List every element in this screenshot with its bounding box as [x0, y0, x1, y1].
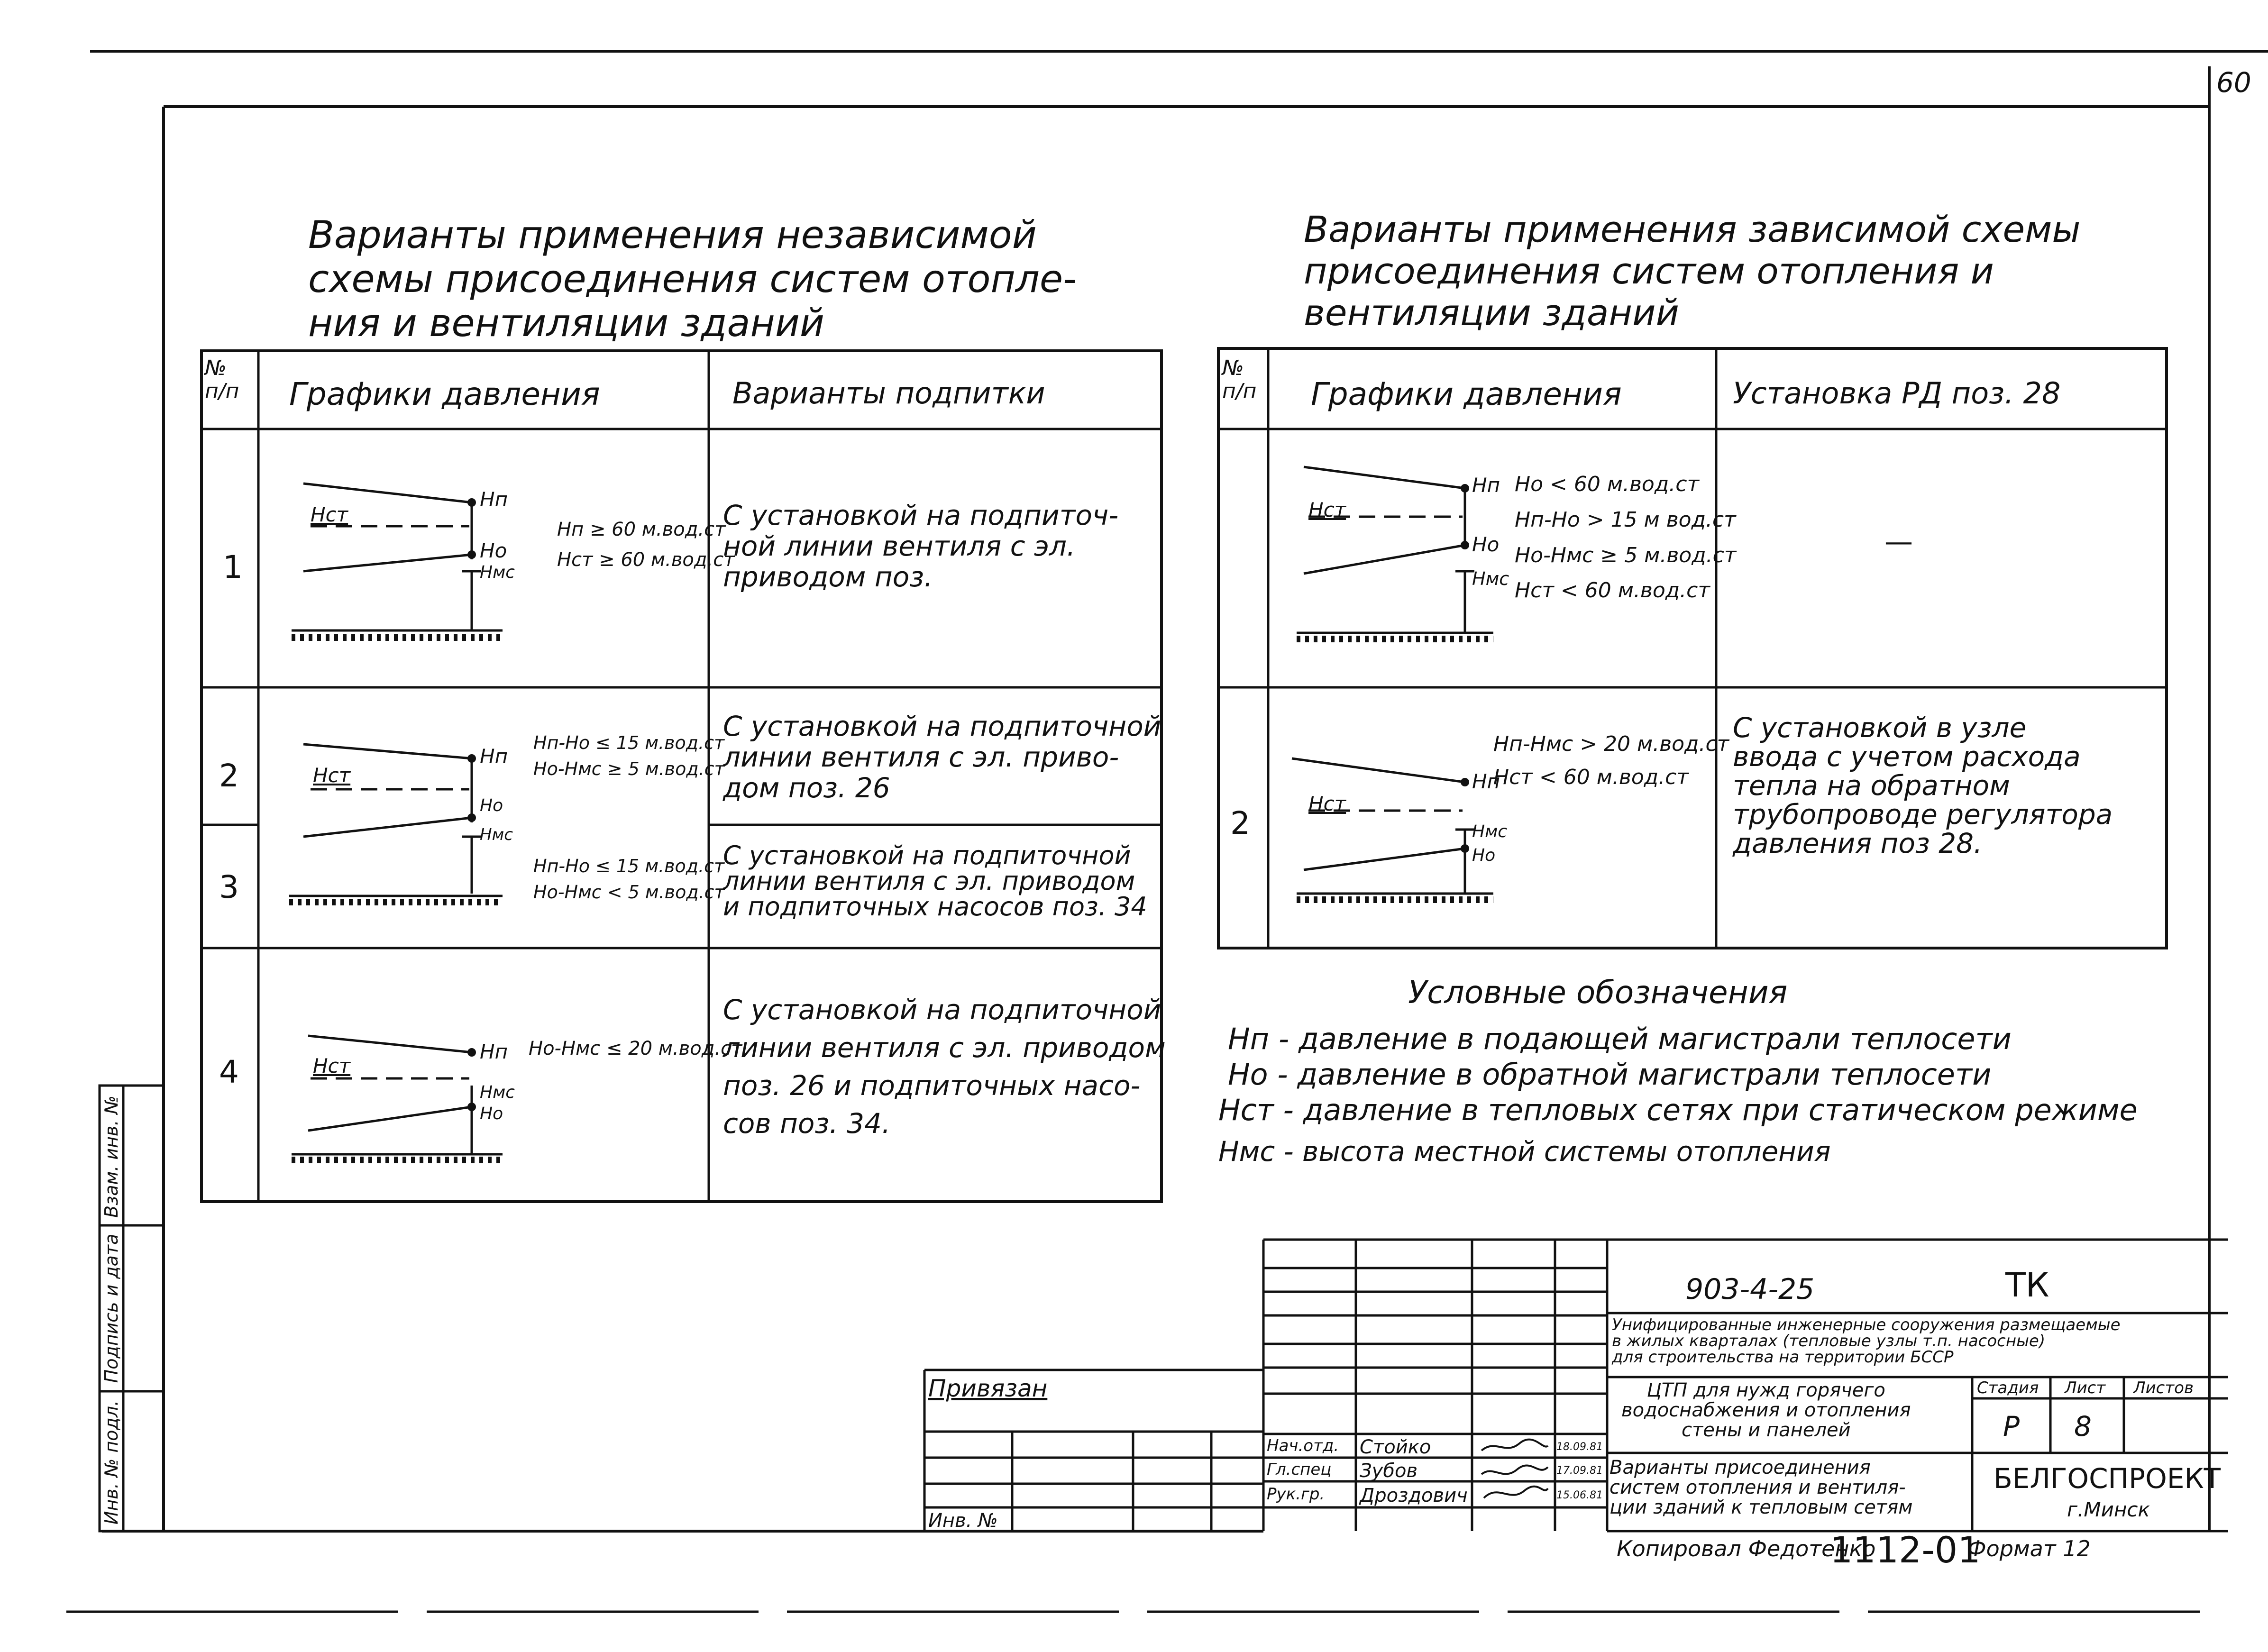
left-header-graphs: Графики давления	[289, 376, 600, 412]
role-3-date: 15.06.81	[1556, 1489, 1603, 1501]
left-row-1-label-hst: Нст	[311, 503, 348, 526]
legend-title: Условные обозначения	[1408, 974, 1788, 1011]
left-row-4-label-hp: Нп	[480, 1040, 508, 1063]
right-row-2-annotation: Нп-Нмс > 20 м.вод.ст Нст < 60 м.вод.ст	[1493, 732, 1729, 790]
left-row-2-label-hst: Нст	[313, 764, 351, 787]
right-header-rd: Установка РД поз. 28	[1733, 376, 2061, 411]
legend-item-hms: Нмс - высота местной системы отопления	[1218, 1135, 1831, 1168]
left-row-3-annotation: Нп-Но ≤ 15 м.вод.ст Но-Нмс < 5 м.вод.ст	[533, 856, 725, 903]
left-table-title: Варианты применения независимой схемы присоединения систем отопле- ния и вентиляции зданий	[308, 213, 1077, 345]
privyazan-label: Привязан	[928, 1375, 1048, 1402]
org-name: БЕЛГОСПРОЕКТ	[1994, 1462, 2221, 1495]
right-header-num: № п/п	[1222, 356, 1257, 404]
left-row-1-variant: С установкой на подпиточ- ной линии вентиля с эл. приводом поз.	[723, 499, 1119, 593]
inv-label: Инв. №	[928, 1510, 998, 1532]
left-header-num: № п/п	[205, 356, 239, 404]
right-row-2-label-hp: Нп	[1472, 770, 1500, 793]
right-row-1-label-hst: Нст	[1308, 498, 1346, 521]
project-name: Унифицированные инженерные сооружения размещаемые в жилых кварталах (тепловые узлы т.п. насосные) для строительства на территории БССР	[1612, 1315, 2121, 1367]
right-table-title: Варианты применения зависимой схемы присоединения систем отопления и вентиляции зданий	[1304, 208, 2081, 334]
role-2-date: 17.09.81	[1556, 1465, 1603, 1477]
legend-item-ho: Но - давление в обратной магистрали теплосети	[1228, 1057, 1992, 1092]
org-city: г.Минск	[2067, 1498, 2150, 1521]
role-2-name: Зубов	[1360, 1460, 1418, 1482]
left-row-2-num: 2	[219, 758, 239, 794]
side-stamp-signature: Подпись и дата	[101, 1233, 122, 1383]
sheet-title: Варианты присоединения систем отопления и вентиля- ции зданий к тепловым сетям	[1610, 1457, 1913, 1518]
role-1-name: Стойко	[1360, 1436, 1431, 1458]
left-row-2-variant: С установкой на подпиточной линии вентиля с эл. приво- дом поз. 26	[723, 710, 1161, 804]
left-row-1-label-ho: Но	[480, 539, 507, 562]
left-row-4-label-ho: Но	[480, 1104, 503, 1123]
left-row-1-num: 1	[223, 549, 243, 585]
right-row-1-label-ho: Но	[1472, 533, 1500, 556]
left-row-2-label-hms: Нмс	[480, 825, 513, 844]
right-row-2-variant: С установкой в узле ввода с учетом расхода тепла на обратном трубопроводе регулятора давления поз 28.	[1733, 712, 2113, 859]
page-number: 60	[2216, 66, 2251, 99]
paper-format: Формат 12	[1967, 1536, 2091, 1561]
object-name: ЦТП для нужд горячего водоснабжения и отопления стены и панелей	[1621, 1379, 1911, 1441]
right-row-1-label-hms: Нмс	[1472, 568, 1509, 589]
signatures	[1477, 1436, 1553, 1507]
doc-mark: ТК	[2005, 1266, 2049, 1305]
left-row-2-label-hp: Нп	[480, 745, 508, 768]
left-row-1-annotation: Нп ≥ 60 м.вод.ст Нст ≥ 60 м.вод.ст	[557, 519, 735, 571]
left-row-2-annotation: Нп-Но ≤ 15 м.вод.ст Но-Нмс ≥ 5 м.вод.ст	[533, 732, 725, 780]
right-row-2-label-ho: Но	[1472, 846, 1496, 865]
left-row-4-annotation: Но-Нмс ≤ 20 м.вод.ст	[529, 1038, 742, 1059]
drawing-number: 1112-01	[1830, 1529, 1981, 1571]
left-row-4-num: 4	[219, 1054, 239, 1090]
sheets-label: Листов	[2133, 1378, 2194, 1397]
role-1: Нач.отд.	[1267, 1436, 1339, 1455]
left-row-2-label-ho: Но	[480, 796, 503, 815]
legend-item-hp: Нп - давление в подающей магистрали теплосети	[1228, 1022, 2012, 1056]
side-stamp-inv: Инв. № подл.	[101, 1400, 122, 1525]
right-row-1-variant: —	[1884, 525, 1913, 558]
sheet-label: Лист	[2065, 1378, 2106, 1397]
legend-item-hst: Нст - давление в тепловых сетях при статическом режиме	[1218, 1093, 2138, 1127]
role-3: Рук.гр.	[1267, 1485, 1325, 1504]
right-row-2-num: 2	[1230, 805, 1250, 841]
left-header-variants: Варианты подпитки	[732, 376, 1045, 411]
role-1-date: 18.09.81	[1556, 1441, 1603, 1453]
right-row-2-label-hms: Нмс	[1472, 822, 1508, 841]
left-row-3-num: 3	[219, 869, 239, 905]
left-row-3-variant: С установкой на подпиточной линии вентиля с эл. приводом и подпиточных насосов поз. 34	[723, 840, 1147, 922]
right-row-1-label-hp: Нп	[1472, 474, 1500, 497]
sheet-value: 8	[2074, 1410, 2092, 1442]
copied-by: Копировал Федотенко	[1617, 1536, 1876, 1561]
doc-code: 903-4-25	[1685, 1273, 1815, 1306]
left-row-1-label-hms: Нмс	[480, 563, 515, 582]
right-row-1-annotation: Но < 60 м.вод.ст Нп-Но > 15 м вод.ст Но-Нмс ≥ 5 м.вод.ст Нст < 60 м.вод.ст	[1515, 472, 1737, 603]
left-row-4-label-hms: Нмс	[480, 1083, 515, 1102]
left-row-4-label-hst: Нст	[313, 1054, 351, 1077]
role-3-name: Дроздович	[1360, 1485, 1468, 1506]
side-stamp-replace: Взам. инв. №	[101, 1095, 122, 1218]
right-row-2-label-hst: Нст	[1308, 792, 1346, 815]
left-row-4-variant: С установкой на подпиточной линии вентиля с эл. приводом поз. 26 и подпиточных насо- сов поз. 34.	[723, 994, 1166, 1140]
right-header-graphs: Графики давления	[1311, 376, 1622, 412]
stage-label: Стадия	[1977, 1378, 2039, 1397]
stage-value: Р	[2003, 1410, 2020, 1442]
left-row-1-label-hp: Нп	[480, 488, 508, 511]
role-2: Гл.спец	[1267, 1460, 1332, 1479]
